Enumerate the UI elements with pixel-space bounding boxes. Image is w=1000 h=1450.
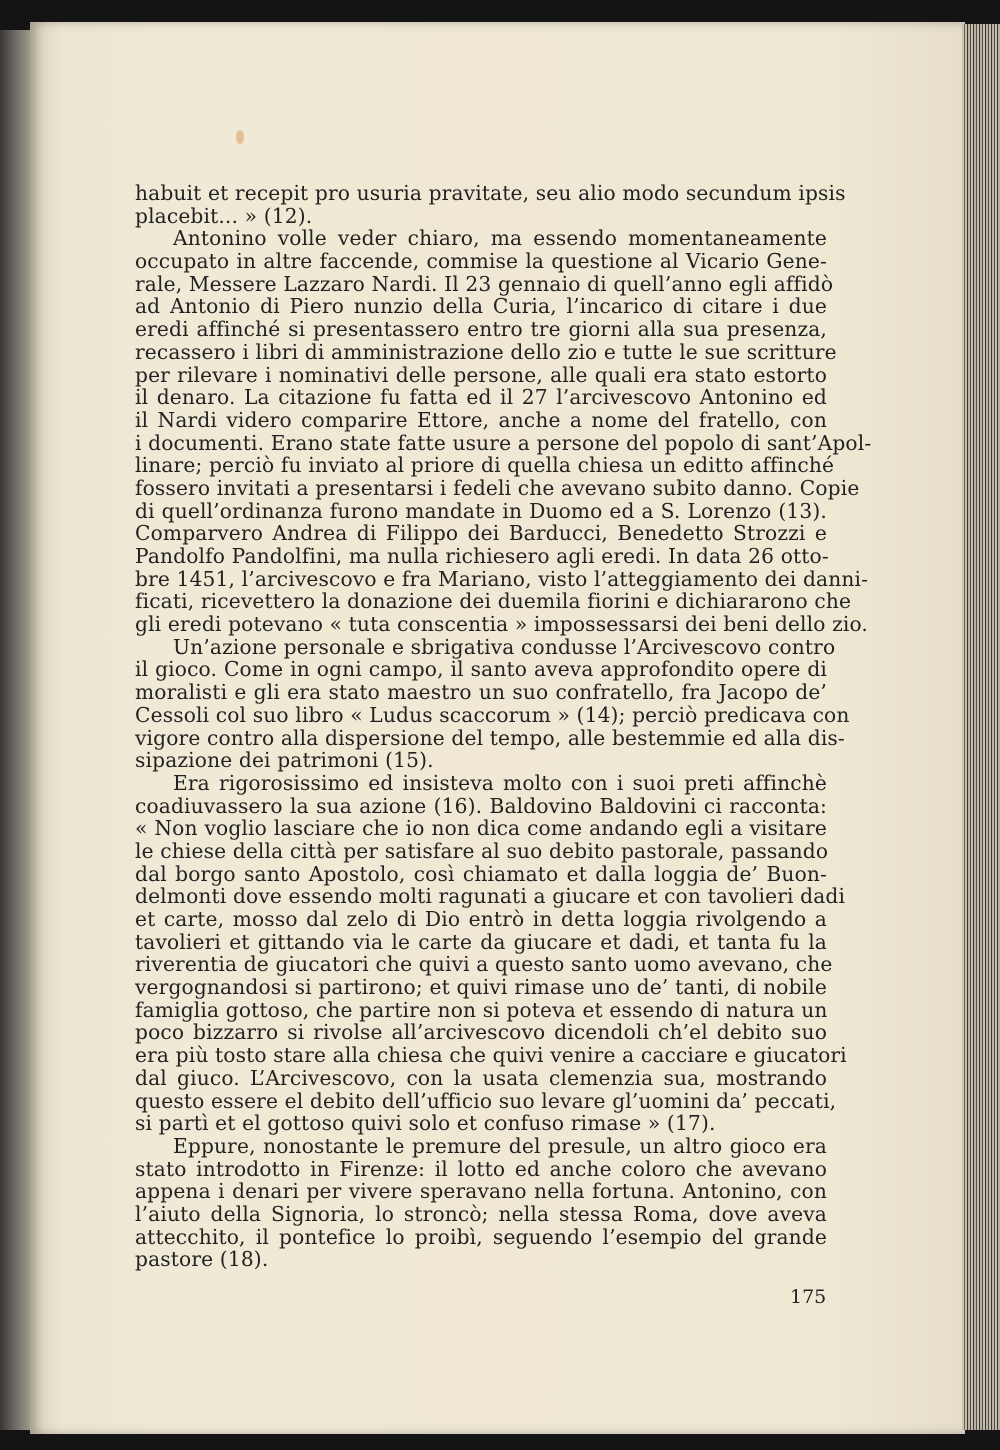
text-line: stato introdotto in Firenze: il lotto ed anche coloro che avevano (135, 1156, 827, 1181)
text-line: l’aiuto della Signoria, lo stroncò; nella stessa Roma, dove aveva (135, 1201, 827, 1226)
text-line: gli eredi potevano « tuta conscentia » impossessarsi dei beni dello zio. (135, 612, 868, 637)
text-line: « Non voglio lasciare che io non dica come andando egli a visitare (135, 816, 827, 841)
page-number: 175 (790, 1286, 827, 1308)
text-line: delmonti dove essendo molti ragunati a giucare et con tavolieri dadi (135, 884, 846, 909)
text-line: era più tosto stare alla chiesa che quivi venire a cacciare e giucatori (135, 1043, 847, 1068)
text-line: si partì et el gottoso quivi solo et confuso rimase » (17). (135, 1111, 716, 1136)
text-line: recassero i libri di amministrazione dello zio e tutte le sue scritture (135, 339, 837, 364)
text-line: ficati, ricevettero la donazione dei duemila fiorini e dichiararono che (135, 589, 852, 614)
text-line: tavolieri et gittando via le carte da giucare et dadi, et tanta fu la (135, 929, 827, 954)
text-line: fossero invitati a presentarsi i fedeli che avevano subito danno. Copie (135, 475, 860, 500)
text-line: Un’azione personale e sbrigativa condusse l’Arcivescovo contro (173, 634, 836, 659)
text-line: questo essere el debito dell’ufficio suo levare gl’uomini da’ peccati, (135, 1088, 837, 1113)
paper-stain (236, 130, 244, 144)
text-line: le chiese della città per satisfare al suo debito pastorale, passando (135, 838, 829, 863)
text-line: poco bizzarro si rivolse all’arcivescovo dicendoli ch’el debito suo (135, 1020, 827, 1045)
text-line: Cessoli col suo libro « Ludus scaccorum » (14); perciò predicava con (135, 702, 850, 727)
text-line: vigore contro alla dispersione del tempo, alle bestemmie ed alla dis- (135, 725, 845, 750)
text-line: Pandolfo Pandolfini, ma nulla richiesero agli eredi. In data 26 otto- (135, 544, 829, 568)
text-line: ad Antonio di Piero nunzio della Curia, l’incarico di citare i due (135, 294, 827, 319)
text-line: moralisti e gli era stato maestro un suo confratello, fra Jacopo de’ (135, 680, 827, 705)
text-line: riverentia de giucatori che quivi a questo santo uomo avevano, che (135, 952, 833, 977)
text-line: famiglia gottoso, che partire non si poteva et essendo di natura un (135, 997, 828, 1022)
text-line: dal borgo santo Apostolo, così chiamato et dalla loggia de’ Buon- (135, 861, 827, 886)
text-line: eredi affinché si presentassero entro tre giorni alla sua presenza, (135, 317, 827, 342)
text-line: sipazione dei patrimoni (15). (135, 748, 434, 773)
text-line: occupato in altre faccende, commise la questione al Vicario Gene- (135, 249, 827, 274)
text-line: attecchito, il pontefice lo proibì, seguendo l’esempio del grande (135, 1224, 827, 1249)
page-block-edges (962, 24, 1000, 1430)
text-line: il Nardi videro comparire Ettore, anche a nome del fratello, con (135, 407, 827, 432)
text-line: et carte, mosso dal zelo di Dio entrò in detta loggia rivolgendo a (135, 907, 827, 931)
text-line: coadiuvassero la sua azione (16). Baldovino Baldovini ci racconta: (135, 793, 827, 818)
text-line: il denaro. La citazione fu fatta ed il 27 l’arcivescovo Antonino ed (135, 385, 827, 410)
text-line: Era rigorosissimo ed insisteva molto con i suoi preti affinchè (173, 770, 827, 795)
text-line: di quell’ordinanza furono mandate in Duomo ed a S. Lorenzo (13). (135, 498, 827, 523)
text-line: per rilevare i nominativi delle persone, alle quali era stato estorto (135, 362, 827, 387)
text-line: bre 1451, l’arcivescovo e fra Mariano, visto l’atteggiamento dei danni- (135, 566, 869, 591)
text-line: linare; perciò fu inviato al priore di quella chiesa un editto affinché (135, 453, 835, 478)
text-line: i documenti. Erano state fatte usure a persone del popolo di sant’Apol- (135, 430, 872, 455)
text-line: placebit... » (12). (135, 203, 313, 228)
text-line: vergognandosi si partirono; et quivi rimase uno de’ tanti, di nobile (135, 975, 827, 1000)
body-text (135, 181, 872, 1272)
text-line: il gioco. Come in ogni campo, il santo aveva approfondito opere di (135, 657, 827, 682)
text-line: rale, Messere Lazzaro Nardi. Il 23 gennaio di quell’anno egli affidò (135, 271, 834, 296)
text-line: pastore (18). (135, 1247, 269, 1272)
text-line: habuit et recepit pro usuria pravitate, seu alio modo secundum ipsis (135, 181, 846, 205)
text-line: appena i denari per vivere speravano nella fortuna. Antonino, con (135, 1179, 827, 1204)
text-line: Antonino volle veder chiaro, ma essendo momentaneamente (173, 226, 827, 251)
text-line: Eppure, nonostante le premure del presule, un altro gioco era (173, 1133, 827, 1158)
text-line: dal giuco. L’Arcivescovo, con la usata clemenzia sua, mostrando (135, 1065, 827, 1090)
text-line: Comparvero Andrea di Filippo dei Barducci, Benedetto Strozzi e (135, 521, 827, 546)
